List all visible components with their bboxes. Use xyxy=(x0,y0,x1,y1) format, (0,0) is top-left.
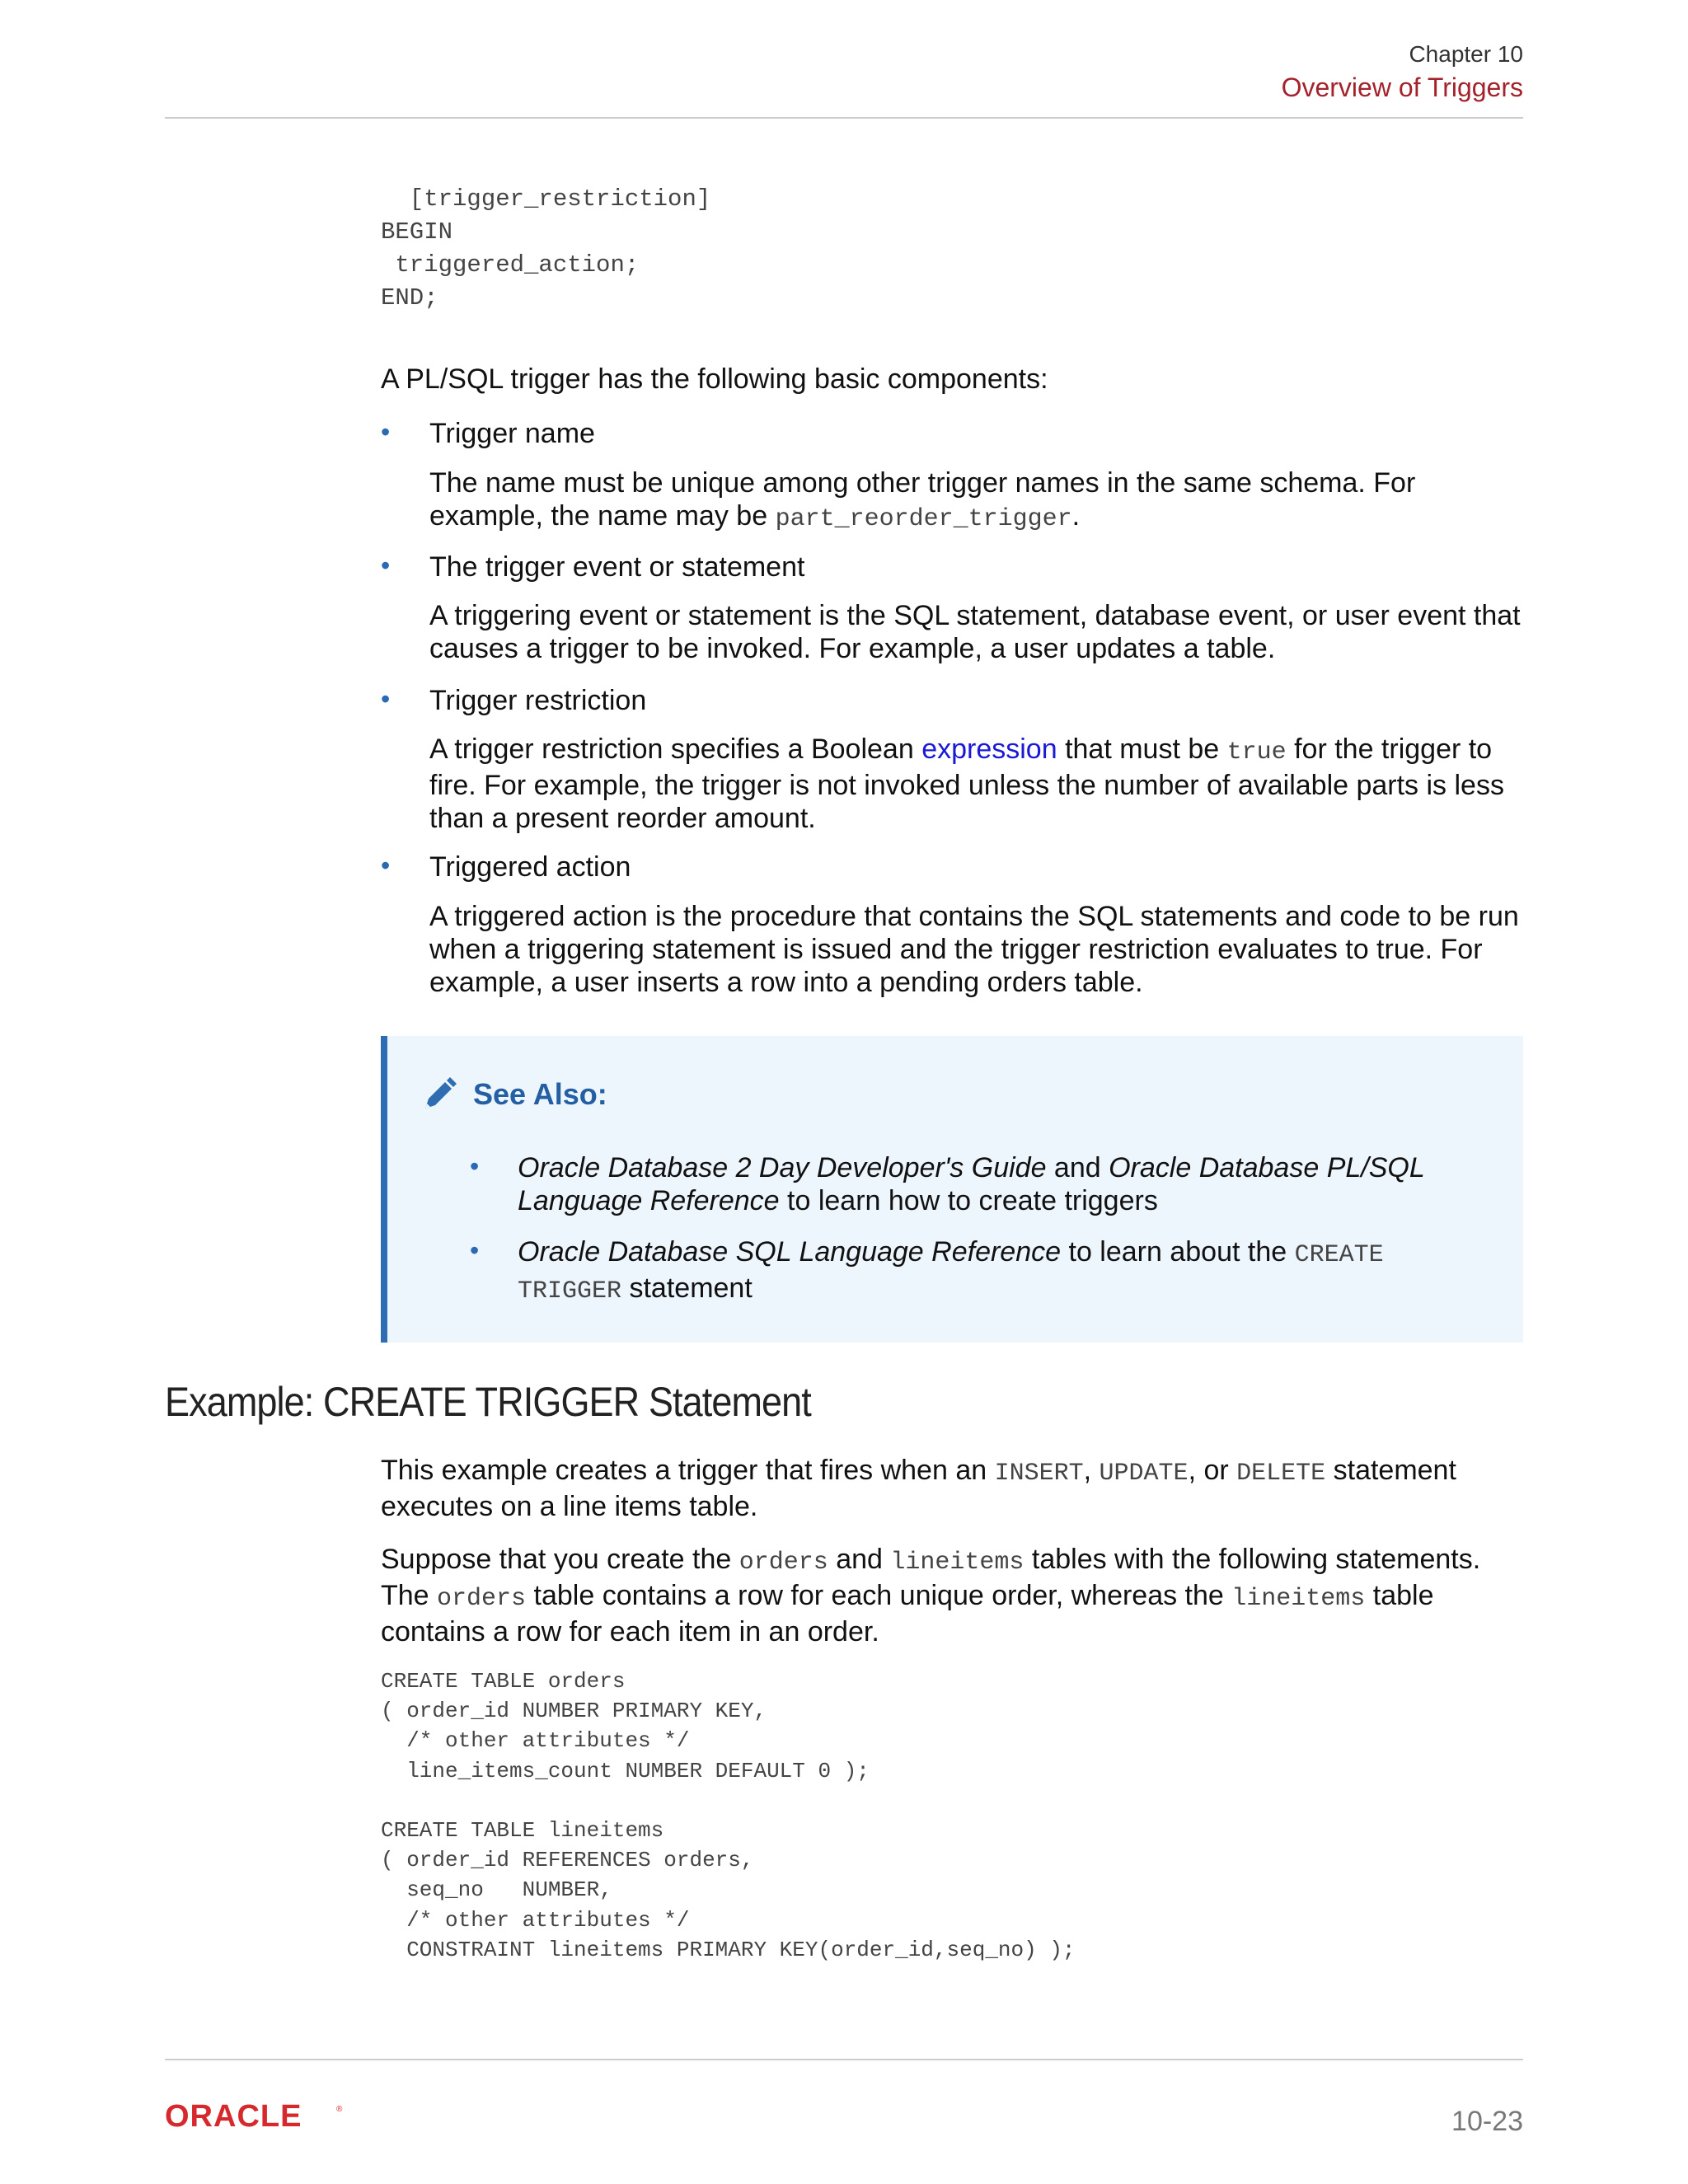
reference-title: Oracle Database SQL Language Reference xyxy=(518,1236,1062,1268)
example-paragraph-1: This example creates a trigger that fires when an INSERT, UPDATE, or DELETE statement executes on a line items table. xyxy=(381,1455,1456,1522)
bullet-icon: • xyxy=(381,851,391,880)
component-description: A triggered action is the procedure that contains the SQL statements and code to be run when a triggering statement is issued and the trigger restriction evaluates to true. For example, a user inserts a row into a pending orders table. xyxy=(429,901,1519,998)
svg-text:®: ® xyxy=(336,2105,343,2114)
inline-code: lineitems xyxy=(1231,1585,1366,1613)
example-heading: Example: CREATE TRIGGER Statement xyxy=(165,1379,811,1425)
component-description: A trigger restriction specifies a Boolean expression that must be true for the trigger to fire. For example, the trigger is not invoked unless the number of available parts is less than a present reorder amount. xyxy=(429,733,1504,834)
reference-title: Oracle Database PL/SQL Language Reference xyxy=(518,1152,1425,1216)
see-also-title: See Also: xyxy=(473,1077,607,1111)
bullet-icon: • xyxy=(381,684,391,714)
inline-code: part_reorder_trigger xyxy=(775,505,1072,533)
component-title: Trigger restriction xyxy=(429,685,647,716)
component-description: The name must be unique among other trigger names in the same schema. For example, the name may be part_reorder_trigger. xyxy=(429,467,1416,533)
inline-code: lineitems xyxy=(890,1549,1025,1577)
expression-link[interactable]: expression xyxy=(921,733,1057,765)
inline-code: orders xyxy=(738,1549,828,1577)
inline-code: INSERT xyxy=(994,1460,1084,1488)
see-also-note xyxy=(381,1036,1523,1343)
component-title: Triggered action xyxy=(429,851,631,883)
component-title: Trigger name xyxy=(429,418,595,449)
inline-code: CREATE TRIGGER xyxy=(518,1241,1384,1305)
code-block-syntax: [trigger_restriction] BEGIN triggered_action; END; xyxy=(381,185,711,312)
code-block-create-tables: CREATE TABLE orders ( order_id NUMBER PRIMARY KEY, /* other attributes */ line_items_count NUMBER DEFAULT 0 ); CREATE TABLE lineitems ( order_id REFERENCES orders, seq_no NUMBER, /* other attributes */ CONSTRAINT lineitems PRIMARY KEY(order_id,seq_no) ); xyxy=(381,1669,1076,1962)
inline-code: true xyxy=(1226,738,1287,766)
header-divider xyxy=(165,117,1523,119)
inline-code: UPDATE xyxy=(1099,1460,1189,1488)
pencil-icon xyxy=(420,1076,458,1118)
section-title: Overview of Triggers xyxy=(1281,73,1523,102)
bullet-icon: • xyxy=(381,551,391,580)
inline-code: DELETE xyxy=(1236,1460,1326,1488)
component-description: A triggering event or statement is the SQL statement, database event, or user event that causes a trigger to be invoked. For example, a user updates a table. xyxy=(429,600,1521,664)
reference-title: Oracle Database 2 Day Developer's Guide xyxy=(518,1152,1047,1183)
bullet-icon: • xyxy=(470,1151,480,1181)
bullet-icon: • xyxy=(470,1235,480,1265)
component-title: The trigger event or statement xyxy=(429,551,805,583)
inline-code: orders xyxy=(437,1585,527,1613)
footer-divider xyxy=(165,2059,1523,2060)
see-also-item: Oracle Database 2 Day Developer's Guide and Oracle Database PL/SQL Language Reference to learn how to create triggers xyxy=(518,1152,1425,1216)
example-paragraph-2: Suppose that you create the orders and lineitems tables with the following statements. The orders table contains a row for each unique order, whereas the lineitems table contains a row for each item in an order. xyxy=(381,1544,1481,1647)
bullet-icon: • xyxy=(381,417,391,447)
see-also-item: Oracle Database SQL Language Reference to learn about the CREATE TRIGGER statement xyxy=(518,1236,1384,1305)
intro-paragraph: A PL/SQL trigger has the following basic components: xyxy=(381,363,1048,395)
page-number: 10-23 xyxy=(1451,2106,1523,2137)
logo-wordmark: ORACLE xyxy=(165,2100,302,2133)
chapter-label: Chapter 10 xyxy=(1409,41,1523,67)
oracle-logo xyxy=(165,2100,346,2137)
